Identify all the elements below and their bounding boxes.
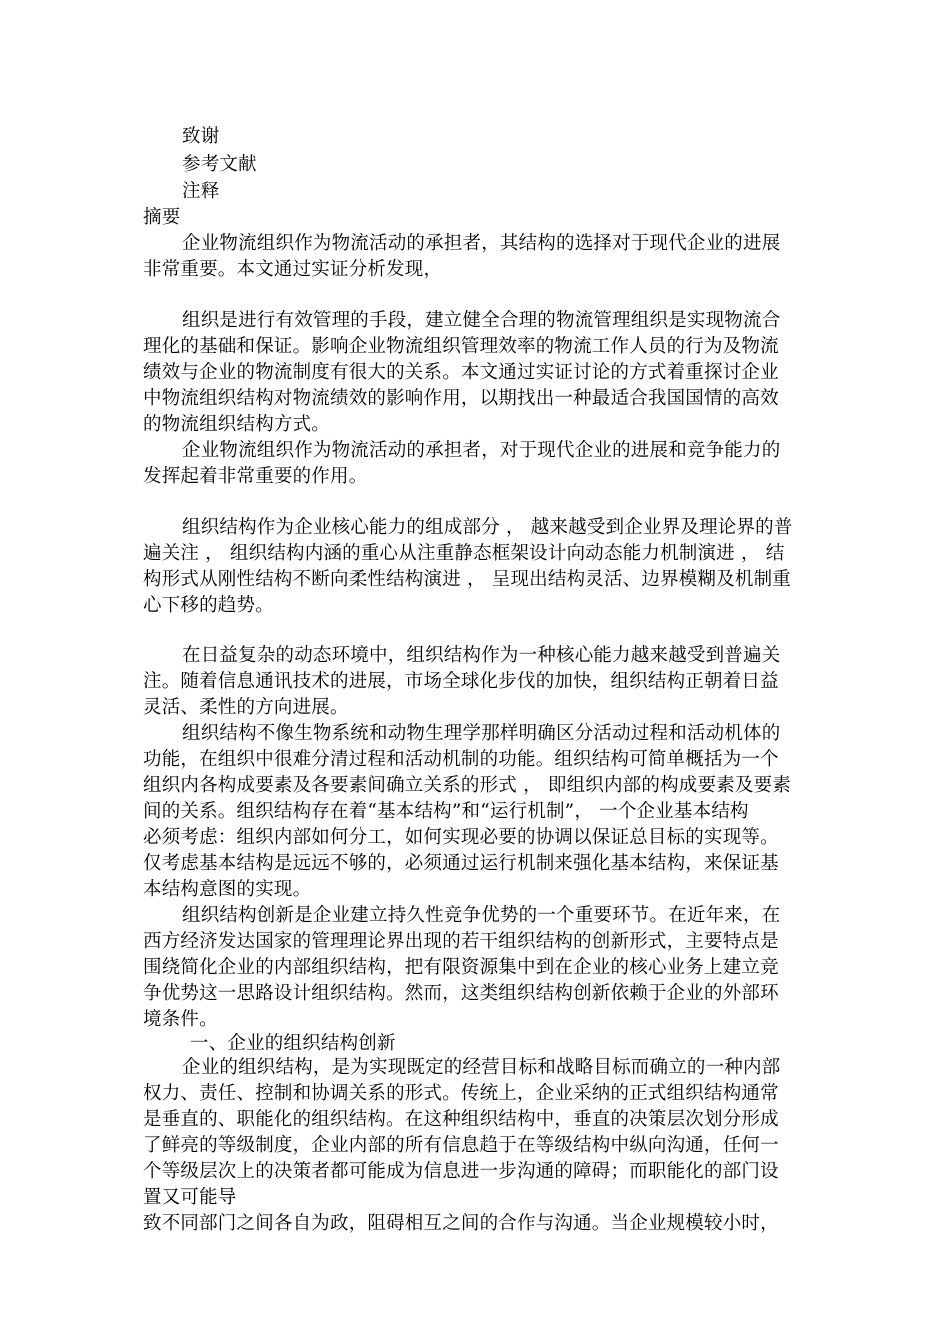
paragraph-line: 间的关系。组织结构存在着“基本结构”和“运行机制”， 一个企业基本结构 [143,801,749,822]
paragraph-line: 非常重要。本文通过实证分析发现， [143,259,443,280]
paragraph-line: 注。随着信息通讯技术的进展，市场全球化步伐的加快，组织结构正朝着日益 [143,671,779,692]
paragraph-line: 理化的基础和保证。影响企业物流组织管理效率的物流工作人员的行为及物流 [143,336,779,357]
paragraph-line: 功能，在组织中很难分清过程和活动机制的功能。组织结构可简单概括为一个 [143,749,779,770]
section-heading: 一、企业的组织结构创新 [190,1033,396,1054]
paragraph-line: 灵活、柔性的方向进展。 [143,697,349,718]
paragraph-line: 个等级层次上的决策者都可能成为信息进一步沟通的障碍；而职能化的部门设 [143,1161,779,1182]
paragraph-line: 组织是进行有效管理的手段，建立健全合理的物流管理组织是实现物流合 [182,310,781,331]
paragraph-line: 了鲜亮的等级制度，企业内部的所有信息趋于在等级结构中纵向沟通，任何一 [143,1135,779,1156]
paragraph-line: 仅考虑基本结构是远远不够的，必须通过运行机制来强化基本结构，来保证基 [143,853,779,874]
paragraph-line: 的物流组织结构方式。 [143,414,331,435]
paragraph-line: 企业物流组织作为物流活动的承担者，对于现代企业的进展和竞争能力的 [182,440,781,461]
paragraph-line: 是垂直的、职能化的组织结构。在这种组织结构中，垂直的决策层次划分形成 [143,1109,779,1130]
paragraph-line: 发挥起着非常重要的作用。 [143,466,368,487]
paragraph-line: 中物流组织结构对物流绩效的影响作用，以期找出一种最适合我国国情的高效 [143,388,779,409]
paragraph-line: 本结构意图的实现。 [143,879,312,900]
paragraph-line: 绩效与企业的物流制度有很大的关系。本文通过实证讨论的方式着重探讨企业 [143,362,779,383]
paragraph-line: 围绕简化企业的内部组织结构，把有限资源集中到在企业的核心业务上建立竞 [143,957,779,978]
paragraph-line: 境条件。 [143,1009,218,1030]
paragraph-line: 置又可能导 [143,1187,237,1208]
toc-item-notes: 注释 [182,181,220,202]
paragraph-line: 企业物流组织作为物流活动的承担者，其结构的选择对于现代企业的进展 [182,233,781,254]
paragraph-line: 在日益复杂的动态环境中，组织结构作为一种核心能力越来越受到普遍关 [182,645,781,666]
paragraph-line: 构形式从刚性结构不断向柔性结构演进 ， 呈现出结构灵活、边界模糊及机制重 [143,569,791,590]
paragraph-line: 组织结构不像生物系统和动物生理学那样明确区分活动过程和活动机体的 [182,723,781,744]
paragraph-line: 企业的组织结构，是为实现既定的经营目标和战略目标而确立的一种内部 [182,1057,781,1078]
paragraph-line: 争优势这一思路设计组织结构。然而，这类组织结构创新依赖于企业的外部环 [143,983,779,1004]
paragraph-line: 组织结构作为企业核心能力的组成部分 ， 越来越受到企业界及理论界的普 [182,517,793,538]
paragraph-line: 致不同部门之间各自为政，阻碍相互之间的合作与沟通。当企业规模较小时， [143,1213,779,1234]
paragraph-line: 权力、责任、控制和协调关系的形式。传统上，企业采纳的正式组织结构通常 [143,1083,779,1104]
paragraph-line: 组织结构创新是企业建立持久性竞争优势的一个重要环节。在近年来，在 [182,905,781,926]
paragraph-line: 心下移的趋势。 [143,595,274,616]
paragraph-line: 遍关注 ， 组织结构内涵的重心从注重静态框架设计向动态能力机制演进 ， 结 [143,543,785,564]
toc-item-acknowledgements: 致谢 [182,126,220,147]
paragraph-line: 西方经济发达国家的管理理论界出现的若干组织结构的创新形式，主要特点是 [143,931,779,952]
paragraph-line: 必须考虑：组织内部如何分工，如何实现必要的协调以保证总目标的实现等。 [143,827,779,848]
paragraph-line: 组织内各构成要素及各要素间确立关系的形式 ， 即组织内部的构成要素及要素 [143,775,791,796]
abstract-heading: 摘要 [143,207,181,228]
toc-item-references: 参考文献 [182,154,257,175]
